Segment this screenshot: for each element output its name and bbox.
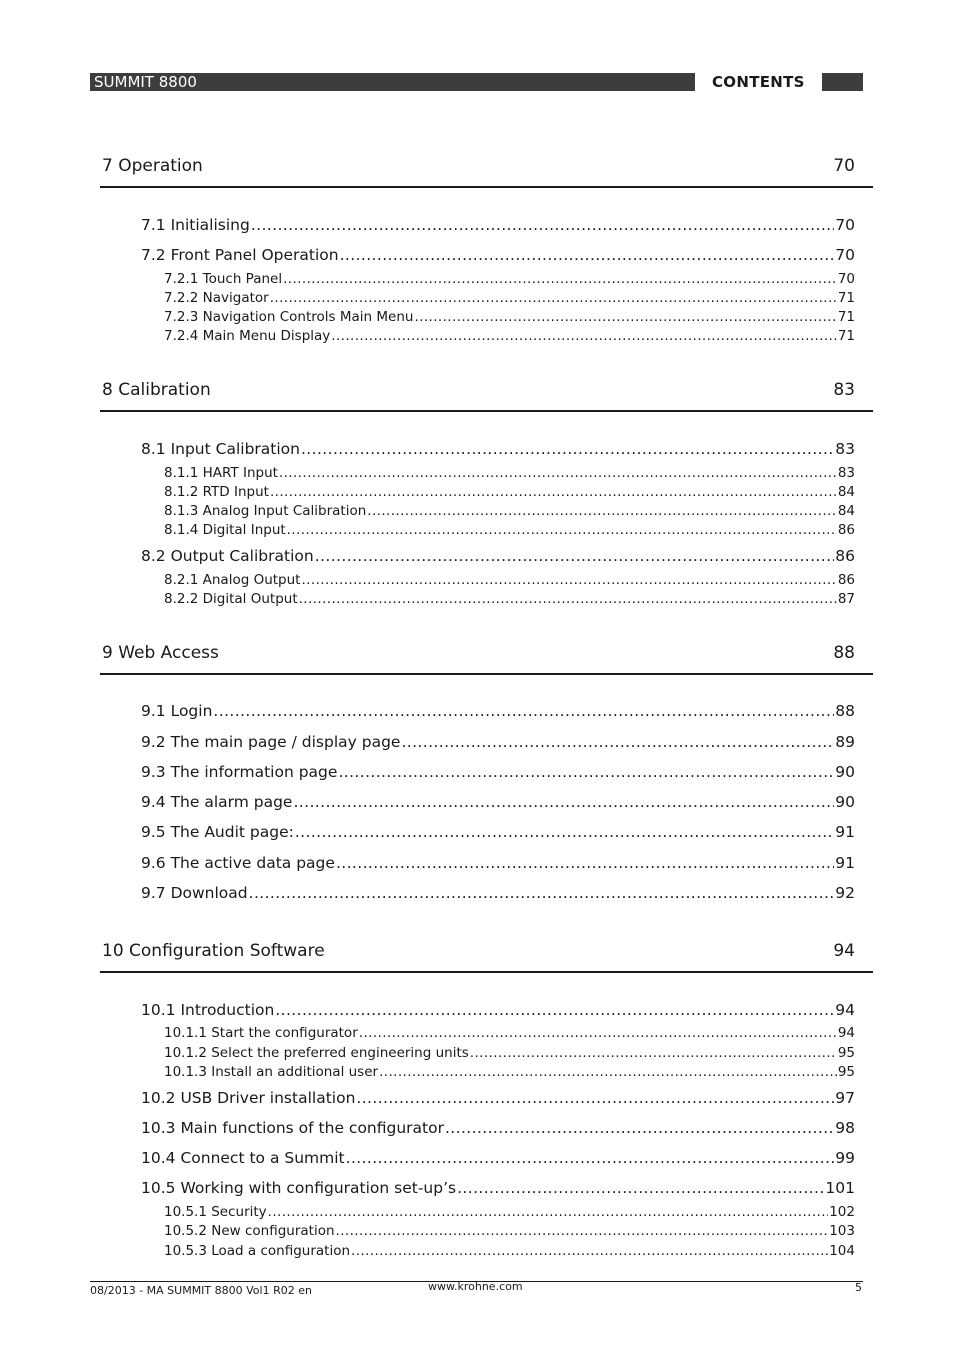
- section-heading[interactable]: 9 Web Access: [102, 643, 219, 663]
- dot-leader: [315, 545, 835, 567]
- toc-entry-label: 7.2.1 Touch Panel: [164, 271, 283, 287]
- toc-entry[interactable]: [141, 731, 855, 753]
- toc-entry[interactable]: [141, 821, 855, 843]
- header-product-title: SUMMIT 8800: [94, 73, 197, 91]
- dot-leader: [356, 1087, 834, 1109]
- toc-entry-page: 84: [837, 503, 855, 519]
- dot-leader: [359, 1024, 837, 1043]
- dot-leader: [283, 270, 837, 289]
- dot-leader: [299, 590, 837, 609]
- toc-entry-label: 10.5 Working with configuration set-up’s: [141, 1179, 457, 1197]
- toc-entry[interactable]: [141, 1117, 855, 1139]
- toc-entry-label: 7.2.3 Navigation Controls Main Menu: [164, 309, 414, 325]
- toc-entry-page: 87: [837, 591, 855, 607]
- footer-document-id: 08/2013 - MA SUMMIT 8800 Vol1 R02 en: [90, 1284, 312, 1297]
- toc-entry-page: 89: [835, 733, 855, 751]
- toc-entry-page: 88: [835, 702, 855, 720]
- toc-entry[interactable]: [141, 882, 855, 904]
- toc-entry[interactable]: [141, 438, 855, 460]
- toc-entry-page: 94: [837, 1025, 855, 1041]
- toc-entry-label: 9.3 The information page: [141, 763, 338, 781]
- toc-entry-label: 7.2 Front Panel Operation: [141, 246, 339, 264]
- toc-entry-label: 10.4 Connect to a Summit: [141, 1149, 345, 1167]
- toc-subentry[interactable]: [164, 1222, 855, 1241]
- toc-entry-label: 9.5 The Audit page:: [141, 823, 294, 841]
- toc-entry-label: 8.1.4 Digital Input: [164, 522, 286, 538]
- dot-leader: [213, 700, 834, 722]
- header-section-title: CONTENTS: [712, 73, 805, 91]
- toc-subentry[interactable]: [164, 521, 855, 540]
- toc-entry-label: 10.5.2 New configuration: [164, 1223, 335, 1239]
- toc-entry-label: 7.2.4 Main Menu Display: [164, 328, 331, 344]
- toc-entry-page: 84: [837, 484, 855, 500]
- section-rule: [100, 410, 873, 412]
- toc-entry-label: 8.2.1 Analog Output: [164, 572, 301, 588]
- toc-entry-label: 8.1.3 Analog Input Calibration: [164, 503, 367, 519]
- header-product-bar: [90, 73, 695, 91]
- dot-leader: [401, 731, 834, 753]
- dot-leader: [249, 882, 835, 904]
- toc-entry-label: 9.1 Login: [141, 702, 213, 720]
- dot-leader: [336, 1222, 829, 1241]
- toc-entry-page: 71: [837, 328, 855, 344]
- toc-entry[interactable]: [141, 791, 855, 813]
- toc-entry-label: 9.4 The alarm page: [141, 793, 293, 811]
- toc-subentry[interactable]: [164, 571, 855, 590]
- toc-entry-page: 71: [837, 290, 855, 306]
- toc-entry[interactable]: [141, 1177, 855, 1199]
- toc-entry[interactable]: [141, 999, 855, 1021]
- toc-entry-page: 90: [835, 763, 855, 781]
- dot-leader: [287, 521, 837, 540]
- dot-leader: [351, 1242, 828, 1261]
- toc-entry-page: 70: [835, 246, 855, 264]
- section-page-number: 83: [833, 380, 855, 400]
- toc-subentry[interactable]: [164, 1242, 855, 1261]
- toc-entry-label: 10.5.3 Load a configuration: [164, 1243, 351, 1259]
- toc-entry-page: 95: [837, 1064, 855, 1080]
- toc-entry[interactable]: [141, 852, 855, 874]
- footer-website: www.krohne.com: [428, 1280, 523, 1293]
- dot-leader: [331, 327, 837, 346]
- dot-leader: [336, 852, 834, 874]
- toc-subentry[interactable]: [164, 270, 855, 289]
- toc-entry-page: 70: [837, 271, 855, 287]
- toc-subentry[interactable]: [164, 502, 855, 521]
- toc-entry[interactable]: [141, 700, 855, 722]
- toc-entry-page: 83: [837, 465, 855, 481]
- toc-entry-page: 102: [829, 1204, 855, 1220]
- dot-leader: [301, 571, 836, 590]
- dot-leader: [295, 821, 834, 843]
- toc-subentry[interactable]: [164, 1063, 855, 1082]
- toc-subentry[interactable]: [164, 1024, 855, 1043]
- toc-entry-label: 8.2 Output Calibration: [141, 547, 314, 565]
- toc-subentry[interactable]: [164, 483, 855, 502]
- toc-entry-label: 7.1 Initialising: [141, 216, 250, 234]
- dot-leader: [251, 214, 834, 236]
- toc-entry-page: 91: [835, 854, 855, 872]
- section-heading[interactable]: 10 Configuration Software: [102, 941, 325, 961]
- toc-entry-label: 8.1.2 RTD Input: [164, 484, 269, 500]
- toc-entry-page: 95: [837, 1045, 855, 1061]
- toc-subentry[interactable]: [164, 1203, 855, 1222]
- toc-subentry[interactable]: [164, 308, 855, 327]
- section-page-number: 94: [833, 941, 855, 961]
- toc-entry-page: 97: [835, 1089, 855, 1107]
- toc-entry-label: 8.2.2 Digital Output: [164, 591, 298, 607]
- toc-entry-label: 10.1.2 Select the preferred engineering units: [164, 1045, 469, 1061]
- toc-entry-page: 94: [835, 1001, 855, 1019]
- toc-subentry[interactable]: [164, 289, 855, 308]
- toc-entry[interactable]: [141, 1087, 855, 1109]
- section-rule: [100, 186, 873, 188]
- toc-entry-label: 9.6 The active data page: [141, 854, 335, 872]
- toc-entry-label: 10.1.3 Install an additional user: [164, 1064, 379, 1080]
- dot-leader: [414, 308, 836, 327]
- header-accent-bar: [822, 73, 863, 91]
- toc-entry-page: 98: [835, 1119, 855, 1137]
- toc-entry-page: 70: [835, 216, 855, 234]
- toc-entry-page: 86: [837, 572, 855, 588]
- toc-entry-page: 104: [829, 1243, 855, 1259]
- dot-leader: [340, 244, 835, 266]
- dot-leader: [379, 1063, 837, 1082]
- dot-leader: [367, 502, 837, 521]
- toc-entry-label: 8.1.1 HART Input: [164, 465, 278, 481]
- section-heading[interactable]: 8 Calibration: [102, 380, 211, 400]
- toc-entry[interactable]: [141, 761, 855, 783]
- toc-entry-page: 103: [829, 1223, 855, 1239]
- section-rule: [100, 673, 873, 675]
- section-heading[interactable]: 7 Operation: [102, 156, 203, 176]
- toc-entry-page: 83: [835, 440, 855, 458]
- dot-leader: [470, 1044, 837, 1063]
- dot-leader: [279, 464, 837, 483]
- section-page-number: 70: [833, 156, 855, 176]
- toc-entry-label: 10.2 USB Driver installation: [141, 1089, 356, 1107]
- toc-entry-label: 9.7 Download: [141, 884, 248, 902]
- dot-leader: [270, 483, 837, 502]
- footer-page-number: 5: [855, 1281, 862, 1294]
- toc-entry-page: 86: [835, 547, 855, 565]
- toc-entry[interactable]: [141, 1147, 855, 1169]
- dot-leader: [346, 1147, 835, 1169]
- dot-leader: [270, 289, 837, 308]
- toc-subentry[interactable]: [164, 327, 855, 346]
- toc-subentry[interactable]: [164, 590, 855, 609]
- toc-entry[interactable]: [141, 244, 855, 266]
- section-page-number: 88: [833, 643, 855, 663]
- dot-leader: [457, 1177, 824, 1199]
- toc-entry-page: 91: [835, 823, 855, 841]
- toc-subentry[interactable]: [164, 1044, 855, 1063]
- section-rule: [100, 971, 873, 973]
- dot-leader: [275, 999, 834, 1021]
- toc-entry-label: 10.1 Introduction: [141, 1001, 275, 1019]
- toc-entry-label: 7.2.2 Navigator: [164, 290, 269, 306]
- dot-leader: [445, 1117, 834, 1139]
- toc-entry-page: 92: [835, 884, 855, 902]
- toc-entry[interactable]: [141, 545, 855, 567]
- toc-entry-label: 10.3 Main functions of the configurator: [141, 1119, 444, 1137]
- toc-entry-page: 99: [835, 1149, 855, 1167]
- toc-entry-page: 71: [837, 309, 855, 325]
- toc-entry-label: 8.1 Input Calibration: [141, 440, 300, 458]
- toc-entry-label: 10.5.1 Security: [164, 1204, 267, 1220]
- dot-leader: [268, 1203, 829, 1222]
- toc-entry-label: 10.1.1 Start the configurator: [164, 1025, 358, 1041]
- toc-entry-label: 9.2 The main page / display page: [141, 733, 401, 751]
- toc-entry[interactable]: [141, 214, 855, 236]
- dot-leader: [338, 761, 834, 783]
- dot-leader: [301, 438, 834, 460]
- toc-entry-page: 86: [837, 522, 855, 538]
- toc-entry-page: 101: [825, 1179, 855, 1197]
- dot-leader: [293, 791, 834, 813]
- toc-subentry[interactable]: [164, 464, 855, 483]
- toc-entry-page: 90: [835, 793, 855, 811]
